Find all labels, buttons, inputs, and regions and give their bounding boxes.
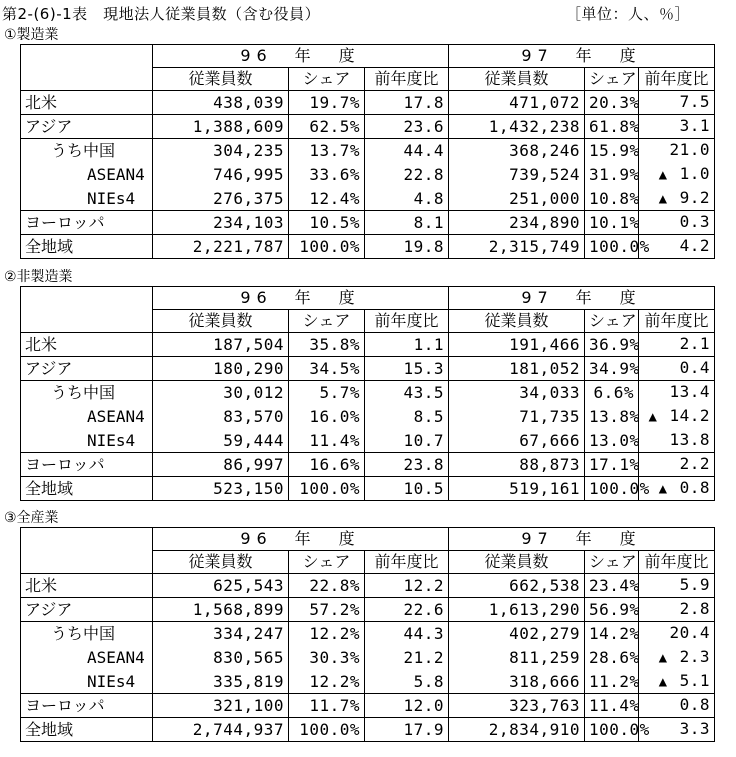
- year-header-row: [21, 528, 715, 551]
- section-label: ②非製造業: [4, 269, 73, 285]
- share-97-header: シェア: [585, 551, 639, 574]
- employees-97-cell: 88,873: [449, 453, 585, 477]
- employees-96-cell: 830,565: [153, 645, 289, 670]
- employees-97-header: 従業員数: [449, 68, 585, 91]
- employees-96-cell: 625,543: [153, 574, 289, 598]
- table-row: [21, 622, 715, 646]
- share-96-header: シェア: [289, 551, 365, 574]
- yoy-97-header: 前年度比: [639, 310, 715, 333]
- share-97-cell: 20.3%: [585, 91, 639, 115]
- region-label: NIEs4: [21, 187, 153, 211]
- yoy-97-cell: [639, 429, 715, 453]
- share-97-cell: 10.1%: [585, 211, 639, 235]
- region-label: ヨーロッパ: [21, 211, 153, 235]
- corner-cell: [21, 45, 153, 91]
- yoy-96-header: 前年度比: [365, 551, 449, 574]
- region-label: ヨーロッパ: [21, 453, 153, 477]
- share-97-cell: 15.9%: [585, 139, 639, 163]
- negative-triangle-icon: ▲: [658, 167, 668, 183]
- yoy-96-cell: 17.8: [365, 91, 449, 115]
- yoy-96-cell: 17.9: [365, 718, 449, 742]
- share-96-cell: 34.5%: [289, 357, 365, 381]
- employees-96-header: 従業員数: [153, 68, 289, 91]
- corner-cell: [21, 528, 153, 574]
- region-label: 北米: [21, 333, 153, 357]
- table-row: [21, 477, 715, 501]
- yoy-value: 20.4: [669, 623, 710, 642]
- table-row: [21, 453, 715, 477]
- negative-triangle-icon: ▲: [648, 409, 658, 425]
- employees-97-cell: 1,613,290: [449, 598, 585, 622]
- employees-97-cell: 71,735: [449, 404, 585, 429]
- region-label: 北米: [21, 574, 153, 598]
- region-label: 全地域: [21, 477, 153, 501]
- table-row: [21, 91, 715, 115]
- yoy-value: 2.2: [679, 454, 710, 473]
- table-row: [21, 670, 715, 694]
- table-row: [21, 645, 715, 670]
- yoy-97-header: 前年度比: [639, 551, 715, 574]
- share-97-cell: 17.1%: [585, 453, 639, 477]
- table-row: [21, 333, 715, 357]
- employees-96-cell: 2,744,937: [153, 718, 289, 742]
- share-96-cell: 11.7%: [289, 694, 365, 718]
- yoy-96-cell: 10.5: [365, 477, 449, 501]
- region-label: NIEs4: [21, 670, 153, 694]
- share-96-cell: 100.0%: [289, 235, 365, 259]
- employees-97-cell: 739,524: [449, 162, 585, 187]
- year-header-row: [21, 287, 715, 310]
- yoy-96-header: 前年度比: [365, 310, 449, 333]
- negative-triangle-icon: ▲: [658, 481, 668, 497]
- yoy-value: 0.8: [679, 478, 710, 497]
- yoy-value: 14.2: [669, 406, 710, 425]
- share-97-cell: 100.0%: [585, 235, 639, 259]
- share-97-cell: 10.8%: [585, 187, 639, 211]
- employees-96-cell: 2,221,787: [153, 235, 289, 259]
- employees-97-cell: 1,432,238: [449, 115, 585, 139]
- share-97-cell: 14.2%: [585, 622, 639, 646]
- employees-96-header: 従業員数: [153, 551, 289, 574]
- yoy-value: 2.8: [679, 599, 710, 618]
- yoy-97-cell: [639, 91, 715, 115]
- employees-96-cell: 30,012: [153, 381, 289, 405]
- employees-96-cell: 234,103: [153, 211, 289, 235]
- employees-97-cell: 662,538: [449, 574, 585, 598]
- region-label: アジア: [21, 115, 153, 139]
- data-table: [20, 44, 715, 259]
- negative-triangle-icon: ▲: [658, 650, 668, 666]
- share-96-cell: 10.5%: [289, 211, 365, 235]
- table-row: [21, 574, 715, 598]
- share-96-cell: 5.7%: [289, 381, 365, 405]
- yoy-96-cell: 8.5: [365, 404, 449, 429]
- yoy-96-cell: 15.3: [365, 357, 449, 381]
- share-97-cell: 100.0%: [585, 477, 639, 501]
- employees-96-cell: 1,388,609: [153, 115, 289, 139]
- share-97-header: シェア: [585, 310, 639, 333]
- yoy-97-cell: [639, 453, 715, 477]
- table-row: [21, 381, 715, 405]
- yoy-96-cell: 5.8: [365, 670, 449, 694]
- employees-97-cell: 471,072: [449, 91, 585, 115]
- corner-cell: [21, 287, 153, 333]
- share-97-cell: 34.9%: [585, 357, 639, 381]
- share-96-cell: 100.0%: [289, 718, 365, 742]
- employees-96-cell: 180,290: [153, 357, 289, 381]
- year-97-header: 97 年 度: [449, 45, 715, 68]
- employees-97-cell: 519,161: [449, 477, 585, 501]
- negative-triangle-icon: ▲: [658, 191, 668, 207]
- employees-97-cell: 191,466: [449, 333, 585, 357]
- yoy-96-header: 前年度比: [365, 68, 449, 91]
- share-97-cell: 6.6%: [585, 381, 639, 405]
- yoy-97-cell: [639, 333, 715, 357]
- page-title: 第2-(6)-1表 現地法人従業員数（含む役員）: [2, 5, 321, 23]
- yoy-96-cell: 22.6: [365, 598, 449, 622]
- employees-97-cell: 181,052: [449, 357, 585, 381]
- yoy-97-cell: [639, 574, 715, 598]
- employees-96-cell: 438,039: [153, 91, 289, 115]
- yoy-97-cell: [639, 622, 715, 646]
- share-97-cell: 31.9%: [585, 162, 639, 187]
- employees-96-cell: 83,570: [153, 404, 289, 429]
- share-96-cell: 35.8%: [289, 333, 365, 357]
- share-96-cell: 19.7%: [289, 91, 365, 115]
- yoy-96-cell: 23.8: [365, 453, 449, 477]
- table-row: [21, 694, 715, 718]
- share-96-cell: 11.4%: [289, 429, 365, 453]
- table-row: [21, 187, 715, 211]
- yoy-97-cell: [639, 404, 715, 429]
- data-table: [20, 286, 715, 501]
- yoy-value: 0.3: [679, 212, 710, 231]
- table-row: [21, 357, 715, 381]
- share-97-cell: 13.0%: [585, 429, 639, 453]
- yoy-value: 1.0: [679, 164, 710, 183]
- year-97-header: 97 年 度: [449, 287, 715, 310]
- share-96-cell: 12.2%: [289, 622, 365, 646]
- employees-96-cell: 86,997: [153, 453, 289, 477]
- region-label: 全地域: [21, 235, 153, 259]
- negative-triangle-icon: ▲: [658, 674, 668, 690]
- share-97-header: シェア: [585, 68, 639, 91]
- yoy-97-cell: [639, 694, 715, 718]
- yoy-97-cell: [639, 598, 715, 622]
- region-label: うち中国: [21, 381, 153, 405]
- section-label: ③全産業: [4, 510, 59, 526]
- yoy-value: 2.3: [679, 647, 710, 666]
- yoy-value: 5.1: [679, 671, 710, 690]
- employees-96-cell: 1,568,899: [153, 598, 289, 622]
- employees-97-header: 従業員数: [449, 551, 585, 574]
- yoy-96-cell: 8.1: [365, 211, 449, 235]
- yoy-value: 3.1: [679, 116, 710, 135]
- yoy-value: 13.8: [669, 430, 710, 449]
- employees-97-cell: 323,763: [449, 694, 585, 718]
- share-97-cell: 100.0%: [585, 718, 639, 742]
- yoy-97-cell: [639, 645, 715, 670]
- employees-96-cell: 746,995: [153, 162, 289, 187]
- share-96-cell: 16.6%: [289, 453, 365, 477]
- table-row: [21, 404, 715, 429]
- region-label: うち中国: [21, 139, 153, 163]
- yoy-97-cell: [639, 381, 715, 405]
- region-label: うち中国: [21, 622, 153, 646]
- region-label: 全地域: [21, 718, 153, 742]
- yoy-97-cell: [639, 477, 715, 501]
- yoy-value: 4.2: [679, 236, 710, 255]
- share-96-cell: 57.2%: [289, 598, 365, 622]
- section-label: ①製造業: [4, 27, 59, 43]
- yoy-value: 9.2: [679, 188, 710, 207]
- region-label: 北米: [21, 91, 153, 115]
- table-row: [21, 115, 715, 139]
- region-label: アジア: [21, 357, 153, 381]
- share-97-cell: 61.8%: [585, 115, 639, 139]
- yoy-97-cell: [639, 139, 715, 163]
- region-label: NIEs4: [21, 429, 153, 453]
- share-97-cell: 56.9%: [585, 598, 639, 622]
- employees-97-cell: 2,834,910: [449, 718, 585, 742]
- employees-96-cell: 321,100: [153, 694, 289, 718]
- share-97-cell: 11.4%: [585, 694, 639, 718]
- yoy-96-cell: 43.5: [365, 381, 449, 405]
- table-row: [21, 139, 715, 163]
- yoy-97-cell: [639, 357, 715, 381]
- yoy-value: 5.9: [679, 575, 710, 594]
- share-96-cell: 13.7%: [289, 139, 365, 163]
- yoy-96-cell: 12.2: [365, 574, 449, 598]
- yoy-value: 2.1: [679, 334, 710, 353]
- employees-97-cell: 234,890: [449, 211, 585, 235]
- yoy-96-cell: 44.4: [365, 139, 449, 163]
- year-97-header: 97 年 度: [449, 528, 715, 551]
- yoy-value: 3.3: [679, 719, 710, 738]
- table-row: [21, 598, 715, 622]
- employees-97-cell: 368,246: [449, 139, 585, 163]
- share-96-header: シェア: [289, 68, 365, 91]
- unit-label: ［単位：人、％］: [566, 5, 691, 23]
- employees-97-header: 従業員数: [449, 310, 585, 333]
- yoy-97-cell: [639, 162, 715, 187]
- title-row: [0, 0, 736, 26]
- yoy-value: 7.5: [679, 92, 710, 111]
- employees-96-cell: 276,375: [153, 187, 289, 211]
- yoy-96-cell: 1.1: [365, 333, 449, 357]
- table-row: [21, 718, 715, 742]
- employees-96-cell: 334,247: [153, 622, 289, 646]
- share-96-cell: 62.5%: [289, 115, 365, 139]
- yoy-value: 13.4: [669, 382, 710, 401]
- share-96-cell: 30.3%: [289, 645, 365, 670]
- share-97-cell: 13.8%: [585, 404, 639, 429]
- yoy-value: 0.8: [679, 695, 710, 714]
- employees-96-cell: 59,444: [153, 429, 289, 453]
- share-97-cell: 11.2%: [585, 670, 639, 694]
- yoy-96-cell: 22.8: [365, 162, 449, 187]
- employees-97-cell: 67,666: [449, 429, 585, 453]
- region-label: ASEAN4: [21, 404, 153, 429]
- share-96-cell: 12.2%: [289, 670, 365, 694]
- share-96-cell: 12.4%: [289, 187, 365, 211]
- share-96-cell: 100.0%: [289, 477, 365, 501]
- employees-97-cell: 34,033: [449, 381, 585, 405]
- table-row: [21, 162, 715, 187]
- share-96-cell: 16.0%: [289, 404, 365, 429]
- year-96-header: 96 年 度: [153, 528, 449, 551]
- employees-97-cell: 402,279: [449, 622, 585, 646]
- region-label: ヨーロッパ: [21, 694, 153, 718]
- yoy-96-cell: 19.8: [365, 235, 449, 259]
- employees-96-cell: 187,504: [153, 333, 289, 357]
- share-96-cell: 22.8%: [289, 574, 365, 598]
- region-label: ASEAN4: [21, 645, 153, 670]
- table-row: [21, 235, 715, 259]
- employees-96-header: 従業員数: [153, 310, 289, 333]
- employees-96-cell: 304,235: [153, 139, 289, 163]
- yoy-96-cell: 44.3: [365, 622, 449, 646]
- table-row: [21, 211, 715, 235]
- yoy-96-cell: 4.8: [365, 187, 449, 211]
- employees-97-cell: 318,666: [449, 670, 585, 694]
- employees-97-cell: 2,315,749: [449, 235, 585, 259]
- yoy-97-cell: [639, 718, 715, 742]
- yoy-value: 21.0: [669, 140, 710, 159]
- yoy-96-cell: 23.6: [365, 115, 449, 139]
- data-table: [20, 527, 715, 742]
- yoy-97-header: 前年度比: [639, 68, 715, 91]
- employees-97-cell: 251,000: [449, 187, 585, 211]
- yoy-value: 0.4: [679, 358, 710, 377]
- table-row: [21, 429, 715, 453]
- yoy-96-cell: 21.2: [365, 645, 449, 670]
- yoy-96-cell: 10.7: [365, 429, 449, 453]
- yoy-97-cell: [639, 115, 715, 139]
- region-label: ASEAN4: [21, 162, 153, 187]
- region-label: アジア: [21, 598, 153, 622]
- year-96-header: 96 年 度: [153, 45, 449, 68]
- yoy-97-cell: [639, 670, 715, 694]
- share-96-cell: 33.6%: [289, 162, 365, 187]
- share-96-header: シェア: [289, 310, 365, 333]
- yoy-97-cell: [639, 187, 715, 211]
- year-header-row: [21, 45, 715, 68]
- employees-96-cell: 335,819: [153, 670, 289, 694]
- yoy-96-cell: 12.0: [365, 694, 449, 718]
- employees-97-cell: 811,259: [449, 645, 585, 670]
- yoy-97-cell: [639, 211, 715, 235]
- yoy-97-cell: [639, 235, 715, 259]
- share-97-cell: 23.4%: [585, 574, 639, 598]
- share-97-cell: 28.6%: [585, 645, 639, 670]
- share-97-cell: 36.9%: [585, 333, 639, 357]
- employees-96-cell: 523,150: [153, 477, 289, 501]
- year-96-header: 96 年 度: [153, 287, 449, 310]
